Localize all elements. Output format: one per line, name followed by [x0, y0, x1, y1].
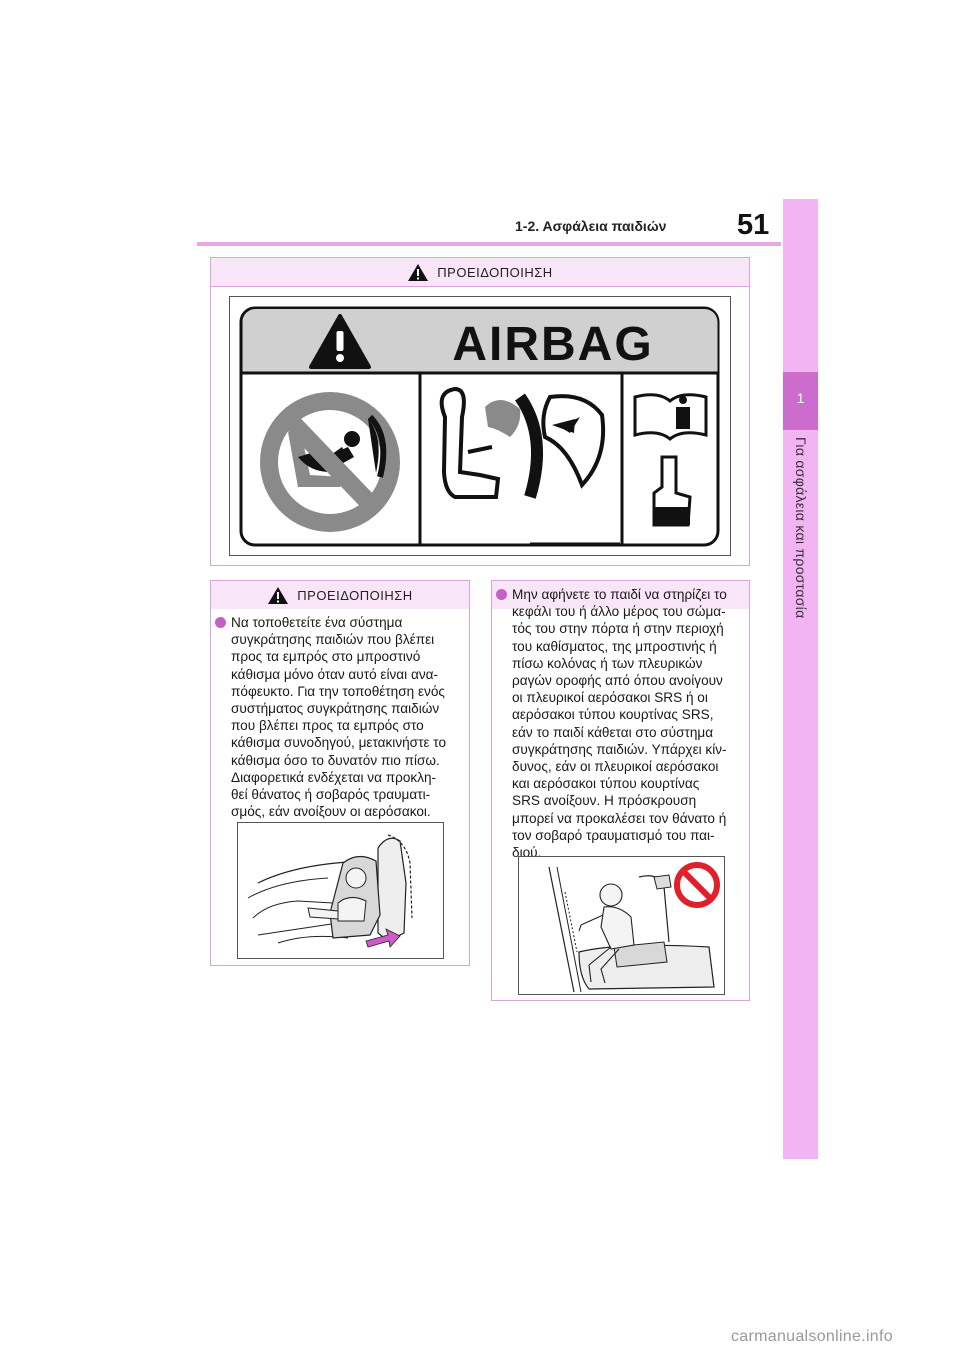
- child-leaning-illustration-panel: [518, 856, 725, 995]
- header-divider: [197, 242, 781, 246]
- warning-box-forward-facing: [210, 580, 470, 966]
- warning-title: ΠΡΟΕΙΔΟΠΟΙΗΣΗ: [437, 264, 553, 280]
- paragraph-text: Μην αφήνετε το παιδί να στηρίζει το κεφάλι του ή άλλο μέρος του σώμα- τός του στην πόρτα ή στην περιοχή του καθίσματος, της μπροστινής ή πίσω κολόνας ή των πλευρικών ραγών οροφής από όπου ανοίγουν οι πλευρικοί αερόσακοι SRS ή οι αερόσακοι τύπου κουρτίνας SRS, εάν το παιδί κάθεται στο σύστημα συγκράτησης παιδιών. Υπάρχει κίν- δυνος, εάν οι πλευρικοί αερόσακοι και αερόσακοι τύπου κουρτίνας SRS ανοίξουν. Η πρόσκρουση μπορεί να προκαλέσει τον θάνατο ή τον σοβαρό τραυματισμό του παι- διού.: [512, 587, 727, 861]
- chapter-title: Για ασφάλεια και προστασία: [793, 437, 809, 619]
- warning-box-side-airbags: [491, 580, 750, 1001]
- airbag-label-panel: [229, 296, 731, 556]
- warning-paragraph: [215, 614, 467, 820]
- warning-paragraph: [496, 586, 748, 861]
- warning-header: [211, 258, 749, 287]
- footer-watermark-url: carmanualsonline.info: [731, 1328, 893, 1345]
- bullet-icon: [215, 617, 226, 628]
- warning-box-airbag: [210, 257, 750, 566]
- warning-title: ΠΡΟΕΙΔΟΠΟΙΗΣΗ: [297, 587, 413, 603]
- child-leaning-illustration: [519, 857, 724, 994]
- no-rear-facing-seat-icon: [260, 392, 400, 532]
- section-title: 1-2. Ασφάλεια παιδιών: [515, 218, 667, 234]
- paragraph-text: Να τοποθετείτε ένα σύστημα συγκράτησης παιδιών που βλέπει προς τα εμπρός στο μπροστινό κάθισμα μόνο όταν αυτό είναι ανα- πόφευκτο. Για την τοποθέτηση ενός συστήματος συγκράτησης παιδιών που βλέπει προς τα εμπρός στο κάθισμα συνοδηγού, μετακινήστε το κάθισμα όσο το δυνατόν πιο πίσω. Διαφορετικά ενδέχεται να προκλη- θεί θάνατος ή σοβαρός τραυματι- σμός, εάν ανοίξουν οι αερόσακοι.: [231, 615, 447, 820]
- chapter-number: 1: [796, 390, 805, 406]
- warning-triangle-icon: [407, 263, 429, 282]
- airbag-label-text: AIRBAG: [452, 318, 654, 371]
- chapter-side-tab: [783, 199, 818, 1159]
- warning-header: [211, 581, 469, 609]
- child-seat-illustration-panel: [237, 822, 444, 959]
- bullet-icon: [496, 589, 507, 600]
- page-number: 51: [737, 209, 770, 241]
- warning-triangle-icon: [267, 586, 289, 605]
- forward-facing-seat-illustration: [238, 823, 443, 958]
